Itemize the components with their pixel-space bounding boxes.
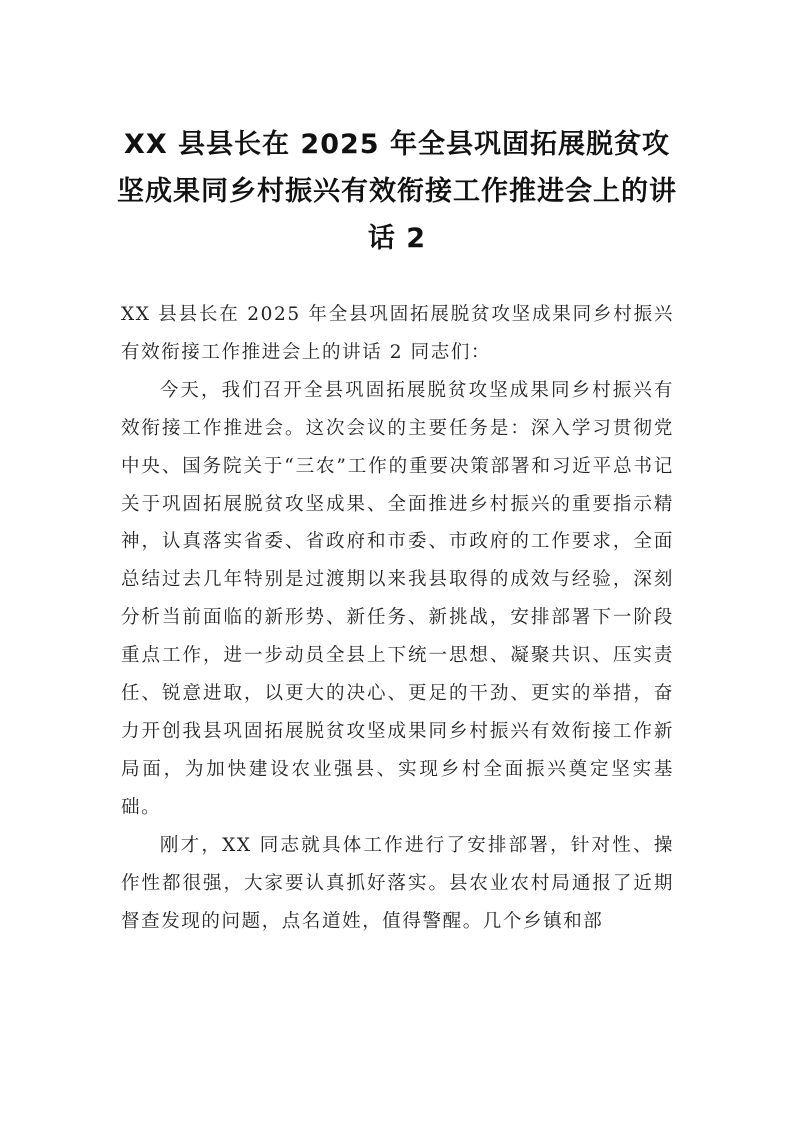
body-paragraph: 刚才，XX 同志就具体工作进行了安排部署，针对性、操作性都很强，大家要认真抓好落实。县农业农村局通报了近期督查发现的问题，点名道姓，值得警醒。几个乡镇和部: [121, 834, 674, 932]
document-body: [121, 296, 674, 940]
body-paragraph: 今天，我们召开全县巩固拓展脱贫攻坚成果同乡村振兴有效衔接工作推进会。这次会议的主要任务是：深入学习贯彻党中央、国务院关于“三农”工作的重要决策部署和习近平总书记关于巩固拓展脱贫攻坚成果、全面推进乡村振兴的重要指示精神，认真落实省委、省政府和市委、市政府的工作要求，全面总结过去几年特别是过渡期以来我县取得的成效与经验，深刻分析当前面临的新形势、新任务、新挑战，安排部署下一阶段重点工作，进一步动员全县上下统一思想、凝聚共识、压实责任、锐意进取，以更大的决心、更足的干劲、更实的举措，奋力开创我县巩固拓展脱贫攻坚成果同乡村振兴有效衔接工作新局面，为加快建设农业强县、实现乡村全面振兴奠定坚实基础。: [121, 379, 674, 818]
document-title: XX 县县长在 2025 年全县巩固拓展脱贫攻坚成果同乡村振兴有效衔接工作推进会上的讲话 2: [117, 129, 677, 254]
salutation-paragraph: XX 县县长在 2025 年全县巩固拓展脱贫攻坚成果同乡村振兴有效衔接工作推进会上的讲话 2 同志们：: [121, 304, 674, 363]
